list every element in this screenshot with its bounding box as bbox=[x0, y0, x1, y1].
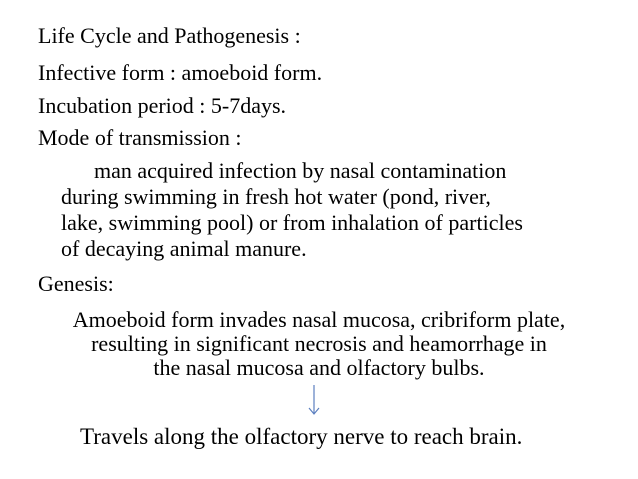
down-arrow-icon bbox=[307, 384, 321, 416]
genesis-line-3: the nasal mucosa and olfactory bulbs. bbox=[153, 355, 485, 380]
mode-of-transmission-heading: Mode of transmission : bbox=[38, 125, 242, 150]
infective-form-text: Infective form : amoeboid form. bbox=[38, 60, 323, 85]
mode-line-1: man acquired infection by nasal contamination bbox=[94, 158, 507, 183]
mode-line-3: lake, swimming pool) or from inhalation of particles bbox=[61, 210, 523, 235]
mode-line-4: of decaying animal manure. bbox=[61, 236, 307, 261]
genesis-line-2: resulting in significant necrosis and heamorrhage in bbox=[91, 331, 547, 356]
genesis-heading: Genesis: bbox=[38, 271, 114, 296]
genesis-line-1: Amoeboid form invades nasal mucosa, cribriform plate, bbox=[72, 307, 566, 332]
mode-line-2: during swimming in fresh hot water (pond, river, bbox=[61, 184, 491, 209]
incubation-period-text: Incubation period : 5-7days. bbox=[38, 93, 287, 118]
slide-heading: Life Cycle and Pathogenesis : bbox=[38, 23, 301, 48]
conclusion-text: Travels along the olfactory nerve to reach brain. bbox=[80, 424, 523, 449]
